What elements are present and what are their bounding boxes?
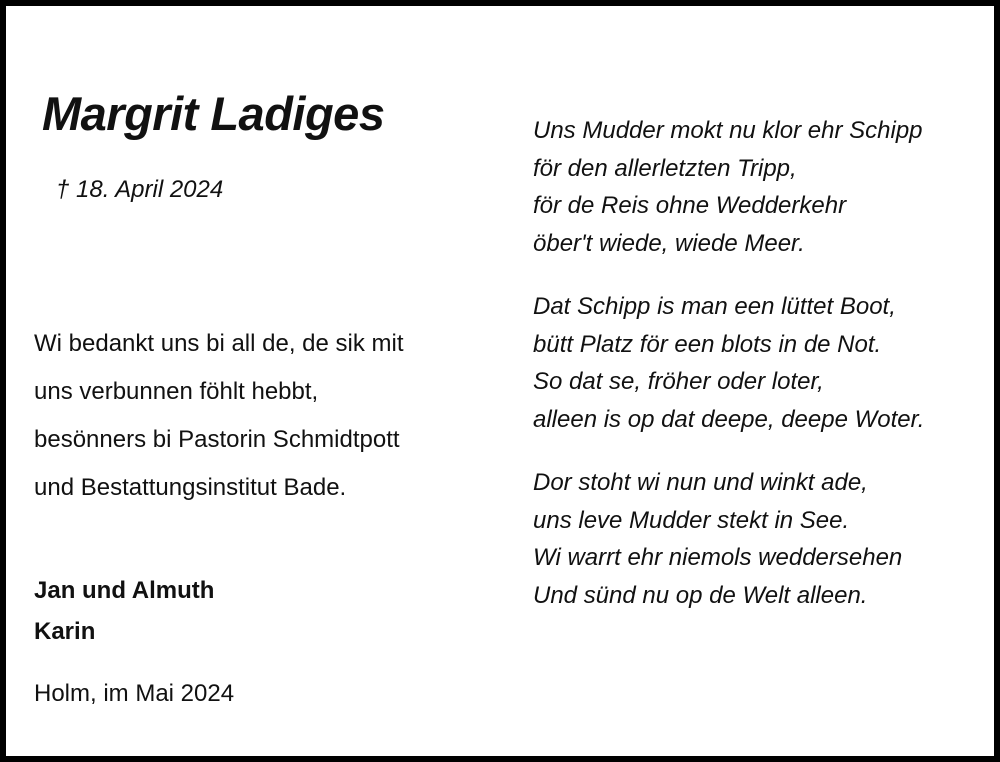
- thanks-line: besönners bi Pastorin Schmidtpott: [34, 426, 400, 453]
- poem-line: Dor stoht wi nun und winkt ade,: [533, 469, 868, 496]
- poem-line: alleen is op dat deepe, deepe Woter.: [533, 405, 925, 433]
- poem-line: bütt Platz för een blots in de Not.: [533, 330, 882, 358]
- poem-line: Wi warrt ehr niemols weddersehen: [533, 544, 903, 571]
- thanks-line: Wi bedankt uns bi all de, de sik mit: [34, 330, 404, 357]
- poem-stanza: [533, 464, 993, 614]
- thanks-line: uns verbunnen föhlt hebbt,: [34, 378, 319, 405]
- signer: Karin: [34, 618, 96, 645]
- poem-line: Und sünd nu op de Welt alleen.: [533, 581, 868, 609]
- signer: Jan und Almuth: [34, 577, 215, 604]
- place-date: Holm, im Mai 2024: [34, 680, 235, 707]
- thanks-text: [34, 320, 474, 512]
- death-date: † 18. April 2024: [56, 176, 224, 203]
- deceased-name: Margrit Ladiges: [42, 87, 385, 140]
- thanks-line: und Bestattungsinstitut Bade.: [34, 474, 347, 501]
- signers: [34, 570, 214, 652]
- poem-line: uns leve Mudder stekt in See.: [533, 506, 850, 534]
- poem-line: öber't wiede, wiede Meer.: [533, 229, 805, 257]
- poem-line: för de Reis ohne Wedderkehr: [533, 192, 847, 219]
- poem-line: So dat se, fröher oder loter,: [533, 368, 824, 395]
- poem-stanza: [533, 288, 993, 438]
- poem: [533, 112, 993, 640]
- poem-line: för den allerletzten Tripp,: [533, 154, 797, 182]
- poem-line: Dat Schipp is man een lüttet Boot,: [533, 293, 896, 320]
- poem-stanza: [533, 112, 993, 262]
- poem-line: Uns Mudder mokt nu klor ehr Schipp: [533, 117, 923, 144]
